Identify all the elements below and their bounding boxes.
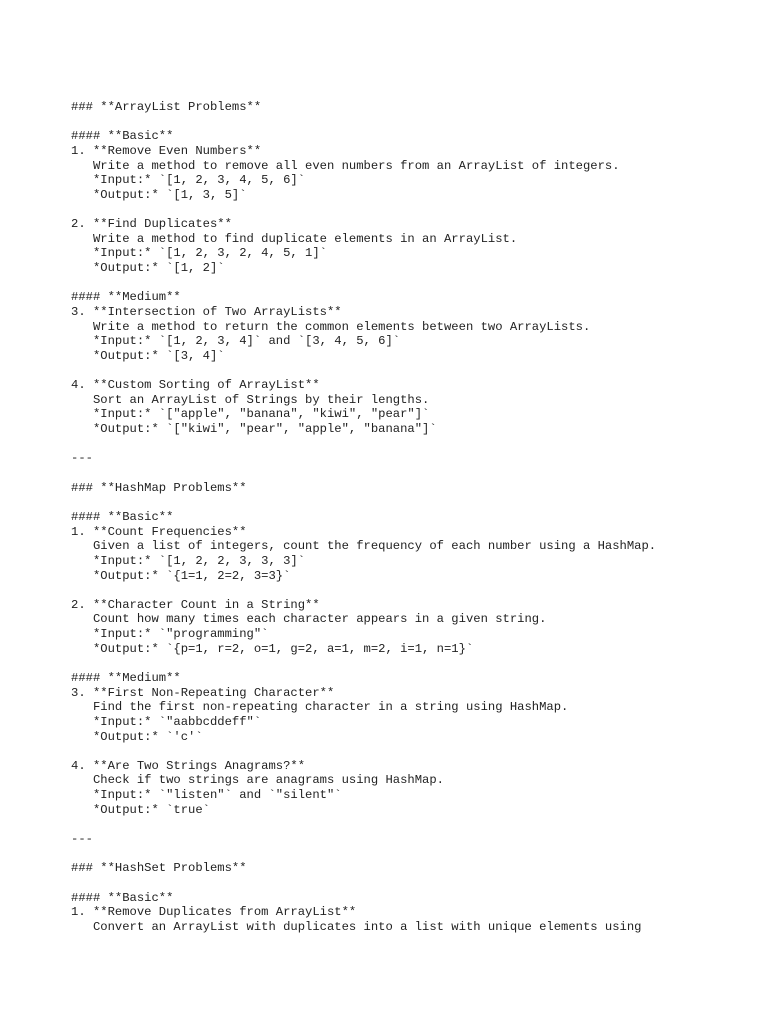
blank-line — [71, 876, 751, 891]
blank-line — [71, 115, 751, 130]
problem-input: *Input:* `"listen"` and `"silent"` — [71, 788, 342, 803]
subsection-heading: #### **Medium** — [71, 670, 181, 685]
problem-output: *Output:* `{1=1, 2=2, 3=3}` — [71, 568, 291, 583]
subsection-heading: #### **Basic** — [71, 890, 174, 905]
section-heading: ### **ArrayList Problems** — [71, 100, 262, 114]
problem-output: *Output:* `'c'` — [71, 729, 203, 744]
problem-description: Write a method to remove all even numbers from an ArrayList of integers. — [71, 158, 620, 173]
problem-description: Sort an ArrayList of Strings by their lengths. — [71, 392, 430, 407]
problem-title: 2. **Character Count in a String** — [71, 597, 320, 612]
problem-description: Write a method to find duplicate elements in an ArrayList. — [71, 231, 518, 246]
problem-description: Find the first non-repeating character in a string using HashMap. — [71, 700, 569, 715]
section-heading: ### **HashSet Problems** — [71, 861, 247, 876]
blank-line — [71, 364, 751, 379]
document-body — [71, 100, 751, 935]
problem-title: 4. **Custom Sorting of ArrayList** — [71, 378, 320, 393]
blank-line — [71, 437, 751, 452]
problem-input: *Input:* `["apple", "banana", "kiwi", "pear"]` — [71, 407, 430, 422]
problem-output: *Output:* `["kiwi", "pear", "apple", "banana"]` — [71, 422, 437, 437]
subsection-heading: #### **Medium** — [71, 290, 181, 305]
blank-line — [71, 202, 751, 217]
blank-line — [71, 817, 751, 832]
subsection-heading: #### **Basic** — [71, 509, 174, 524]
problem-description: Check if two strings are anagrams using HashMap. — [71, 773, 444, 788]
blank-line — [71, 744, 751, 759]
problem-title: 1. **Remove Even Numbers** — [71, 143, 262, 158]
problem-title: 3. **Intersection of Two ArrayLists** — [71, 304, 342, 319]
problem-input: *Input:* `"programming"` — [71, 627, 269, 642]
problem-title: 4. **Are Two Strings Anagrams?** — [71, 758, 306, 773]
blank-line — [71, 466, 751, 481]
problem-input: *Input:* `[1, 2, 3, 2, 4, 5, 1]` — [71, 246, 327, 261]
problem-title: 3. **First Non-Repeating Character** — [71, 685, 335, 700]
problem-title: 1. **Count Frequencies** — [71, 524, 247, 539]
problem-output: *Output:* `[1, 3, 5]` — [71, 187, 247, 202]
problem-output: *Output:* `true` — [71, 802, 210, 817]
blank-line — [71, 847, 751, 862]
blank-line — [71, 495, 751, 510]
problem-description: Convert an ArrayList with duplicates into a list with unique elements using — [71, 919, 642, 934]
problem-output: *Output:* `[1, 2]` — [71, 261, 225, 276]
horizontal-rule: --- — [71, 451, 93, 466]
section-heading: ### **HashMap Problems** — [71, 480, 247, 495]
blank-line — [71, 656, 751, 671]
problem-input: *Input:* `[1, 2, 3, 4, 5, 6]` — [71, 173, 306, 188]
problem-input: *Input:* `"aabbcddeff"` — [71, 714, 262, 729]
subsection-heading: #### **Basic** — [71, 129, 174, 144]
problem-title: 1. **Remove Duplicates from ArrayList** — [71, 905, 357, 920]
problem-output: *Output:* `{p=1, r=2, o=1, g=2, a=1, m=2, i=1, n=1}` — [71, 641, 474, 656]
problem-description: Count how many times each character appears in a given string. — [71, 612, 547, 627]
problem-title: 2. **Find Duplicates** — [71, 217, 232, 232]
problem-output: *Output:* `[3, 4]` — [71, 348, 225, 363]
horizontal-rule: --- — [71, 832, 93, 847]
problem-input: *Input:* `[1, 2, 3, 4]` and `[3, 4, 5, 6]` — [71, 334, 401, 349]
blank-line — [71, 583, 751, 598]
problem-description: Given a list of integers, count the frequency of each number using a HashMap. — [71, 539, 657, 554]
problem-input: *Input:* `[1, 2, 2, 3, 3, 3]` — [71, 553, 306, 568]
problem-description: Write a method to return the common elements between two ArrayLists. — [71, 319, 591, 334]
blank-line — [71, 276, 751, 291]
